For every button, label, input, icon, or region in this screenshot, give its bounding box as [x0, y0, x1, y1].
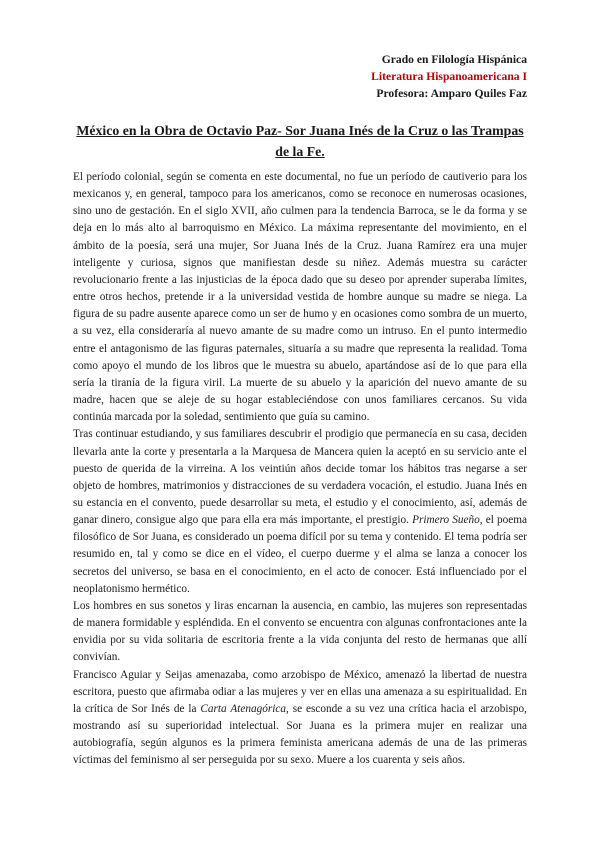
- paragraph-text: se esconde a su vez una crítica hacia el arzobispo, mostrando así su superioridad intelectual. Sor Juana es la primera mujer en realizar una autobiografía, según algunos es la primera feminista americana además de una de las primeras víctimas del feminismo al ser perseguida por su sexo. Muere a los cuarenta y seis años.: [73, 702, 527, 767]
- paragraph: Los hombres en sus sonetos y liras encarnan la ausencia, en cambio, las mujeres son representadas de manera formidable y espléndida. En el convento se encuentra con algunas confrontaciones ante la envidia por su vida solitaria de escritoria frente a la vida conjunta del resto de hermanas que allí convivían.: [73, 599, 527, 664]
- work-title: Carta Atenagórica,: [200, 702, 289, 715]
- paragraph-text: el poema filosófico de Sor Juana, es considerado un poema difícil por su tema y contenido. El tema podría ser resumido en, tal y como se dice en el vídeo, el cuerpo duerme y el alma se lanza a conocer los secretos del universo, se basa en el conocimiento, en el acto de conocer. Está influenciado por el neoplatonismo hermético.: [73, 514, 528, 595]
- document-header: [371, 51, 527, 102]
- document-body: [73, 169, 527, 769]
- work-title: Primero Sueño,: [412, 514, 483, 527]
- paragraph-text: Tras continuar estudiando, y sus familiares descubrir el prodigio que permanecía en su casa, deciden llevarla ante la corte y presentarla a la Marquesa de Mancera quien la aceptó en su servicio ante el puesto de querida de la virreina. A los veintiún años decide tomar los hábitos tras negarse a ser objeto de hombres, matrimonios y distracciones de su verdadera vocación, el estudio. Juana Inés en su estancia en el convento, puede desarrollar su meta, el estudio y el conocimiento, así, además de ganar dinero, consigue algo que para ella era más importante, el prestigio.: [73, 428, 527, 527]
- paragraph: [73, 667, 527, 770]
- paragraph: El período colonial, según se comenta en este documental, no fue un período de cautiverio para los mexicanos y, en general, tampoco para los americanos, como se reconoce en numerosas ocasiones, sino uno de gestación. En el siglo XVII, año culmen para la tendencia Barroca, se le da forma y se deja en lo más alto al barroquismo en México. La máxima representante del movimiento, en el ámbito de la poesía, será una mujer, Sor Juana Inés de la Cruz. Juana Ramírez era una mujer inteligente y curiosa, signos que manifiestan desde su niñez. Además muestra su carácter revolucionario frente a las injusticias de la época dado que su deseo por aprender superaba límites, entre otros hechos, pretende ir a la universidad vestida de hombre aunque su madre se niega. La figura de su padre ausente aparece como un ser de humo y en ocasiones como sombra de un muerto, a su vez, ella consideraría al nuevo amante de su madre como un intruso. En el punto intermedio entre el antagonismo de las figuras paternales, situaría a su madre que representa la realidad. Toma como apoyo el mundo de los libros que le muestra su abuelo, apartándose así de lo que para ella sería la tiranía de la figura viril. La muerte de su abuelo y la aparición del nuevo amante de su madre, hacen que se aleje de su hogar estableciéndose con unos familiares cercanos. Su vida continúa marcada por la soledad, sentimiento que guía su camino.: [73, 171, 527, 424]
- paragraph: [73, 426, 527, 598]
- course-line: Literatura Hispanoamericana I: [371, 70, 527, 83]
- degree-line: Grado en Filología Hispánica: [381, 53, 527, 66]
- document-title: México en la Obra de Octavio Paz- Sor Juana Inés de la Cruz o las Trampas de la Fe.: [76, 123, 524, 159]
- paragraph-text: Francisco Aguiar y Seijas amenazaba, como arzobispo de México, amenazó la libertad de nuestra escritora, puesto que afirmaba odiar a las mujeres y ver en ellas una amenaza a su espiritualidad. En la crítica de Sor Inés de la: [73, 668, 527, 715]
- professor-line: Profesora: Amparo Quiles Faz: [376, 87, 527, 100]
